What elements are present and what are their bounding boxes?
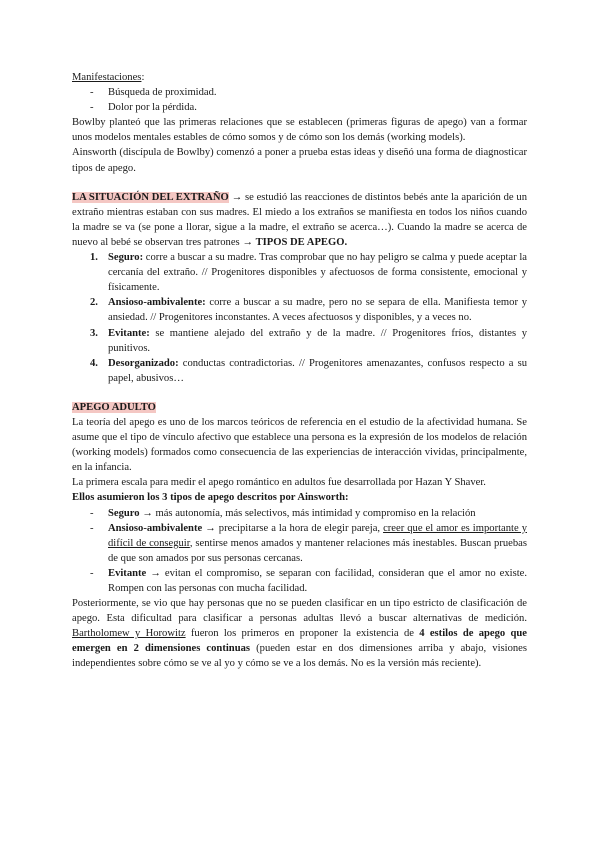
item-label: Desorganizado:	[108, 357, 179, 369]
situacion-heading: LA SITUACIÓN DEL EXTRAÑO	[72, 191, 229, 203]
manifestaciones-colon: :	[141, 72, 145, 83]
item-label: Seguro	[108, 507, 140, 519]
item-label: Seguro:	[108, 252, 144, 264]
list-item	[72, 295, 527, 325]
manifestaciones-title: Manifestaciones	[72, 72, 142, 83]
situacion-text: → se estudió las reacciones de distintos bebés ante la aparición de un extraño mientras estaban con sus madres. El miedo a los extraños se manifiesta en todos los niños cuando la madre se va (se pone a llorar, sigue a la madre, el extraño se acerca…). Cuando la madre se acerca de nuevo al bebé se observan tres patrones →	[72, 191, 527, 248]
list-item: - Dolor por la pérdida.	[72, 100, 527, 115]
document-page	[72, 70, 527, 672]
item-text: se mantiene alejado del extraño y de la madre. // Progenitores fríos, distantes y punitivos.	[108, 327, 527, 354]
p4-text-b: fueron los primeros en proponer la existencia de	[185, 628, 420, 640]
item-text: corre a buscar a su madre. Tras comprobar que no hay peligro se calma y puede aceptar la cercanía del extraño. // Progenitores disponibles y afectuosos de forma consistente, emocional y físicamente.	[108, 252, 527, 294]
item-underlined-text: creer que el amor es importante y difícil de conseguir	[108, 522, 527, 549]
manifestaciones-list	[72, 85, 527, 115]
item-text: conductas contradictorias. // Progenitores amenazantes, confusos respecto a su papel, abusivos…	[108, 357, 527, 384]
item-text: corre a buscar a su madre, pero no se separa de ella. Manifiesta temor y ansiedad. // Progenitores inconstantes. A veces afectuosos y disponibles, y a veces no.	[108, 297, 527, 324]
manifestaciones-heading	[72, 70, 527, 85]
apego-adulto-heading-line	[72, 400, 527, 415]
four-styles-bold: 4 estilos de apego que emergen en 2 dimensiones continuas	[72, 628, 527, 655]
attachment-patterns-list	[72, 250, 527, 386]
list-item	[72, 326, 527, 356]
item-text: → precipitarse a la hora de elegir pareja,	[202, 522, 384, 534]
list-item	[72, 521, 527, 566]
list-item	[72, 356, 527, 386]
adulto-paragraph-2: La primera escala para medir el apego romántico en adultos fue desarrollada por Hazan Y Shaver.	[72, 477, 486, 489]
item-label: Ansioso-ambivalente:	[108, 297, 206, 309]
item-number: 1.	[90, 252, 98, 264]
item-number: 2.	[90, 297, 98, 309]
adulto-paragraph-3: Ellos asumieron los 3 tipos de apego descritos por Ainsworth:	[72, 492, 349, 504]
item-text: → evitan el compromiso, se separan con facilidad, consideran que el amor no existe. Rompen con las personas con mucha facilidad.	[108, 567, 527, 594]
list-item	[72, 250, 527, 295]
p4-text-c: (pueden estar en dos dimensiones arriba y abajo, visiones independientes sobre cómo se ve al yo y cómo se ve a los demás. No es la versión más reciente).	[72, 643, 528, 670]
p4-text-a: Posteriormente, se vio que hay personas que no se pueden clasificar en un tipo estricto de clasificación de apego. Esta dificultad para clasificar a personas adultas llevó a buscar alternativas de medición.	[72, 598, 527, 625]
list-item: - Búsqueda de proximidad.	[72, 85, 527, 100]
item-label: Evitante	[108, 567, 147, 579]
item-number: 3.	[90, 327, 98, 339]
adult-attachment-list	[72, 506, 527, 597]
adulto-paragraph-1: La teoría del apego es uno de los marcos teóricos de referencia en el estudio de la afectividad humana. Se asume que el tipo de vínculo afectivo que establece una persona es la expresión de los modelos de relación (working models) formados como consecuencia de las experiencias de interacción vividas, principalmente, en la infancia.	[72, 416, 527, 474]
item-text: → más autonomía, más selectivos, más intimidad y compromiso en la relación	[139, 507, 476, 519]
item-label: Evitante:	[108, 327, 150, 339]
adulto-paragraph-4	[72, 596, 527, 671]
item-number: 4.	[90, 357, 98, 369]
list-item	[72, 506, 527, 521]
apego-adulto-heading: APEGO ADULTO	[72, 401, 156, 413]
list-item	[72, 566, 527, 596]
bartholomew-horowitz: Bartholomew y Horowitz	[72, 628, 186, 640]
ainsworth-paragraph: Ainsworth (discípula de Bowlby) comenzó a poner a prueba estas ideas y diseñó una forma de diagnosticar tipos de apego.	[72, 147, 527, 174]
situacion-paragraph	[72, 190, 527, 250]
item-label: Ansioso-ambivalente	[108, 522, 203, 534]
tipos-apego-label: TIPOS DE APEGO.	[255, 236, 348, 248]
bowlby-paragraph: Bowlby planteó que las primeras relaciones que se establecen (primeras figuras de apego) van a formar unos modelos mentales estables de cómo somos y de cómo son los demás (working models).	[72, 117, 527, 144]
item-text-after: , sentirse menos amados y mantener relaciones más inestables. Buscan pruebas de que son amados por sus personas cercanas.	[108, 537, 528, 564]
